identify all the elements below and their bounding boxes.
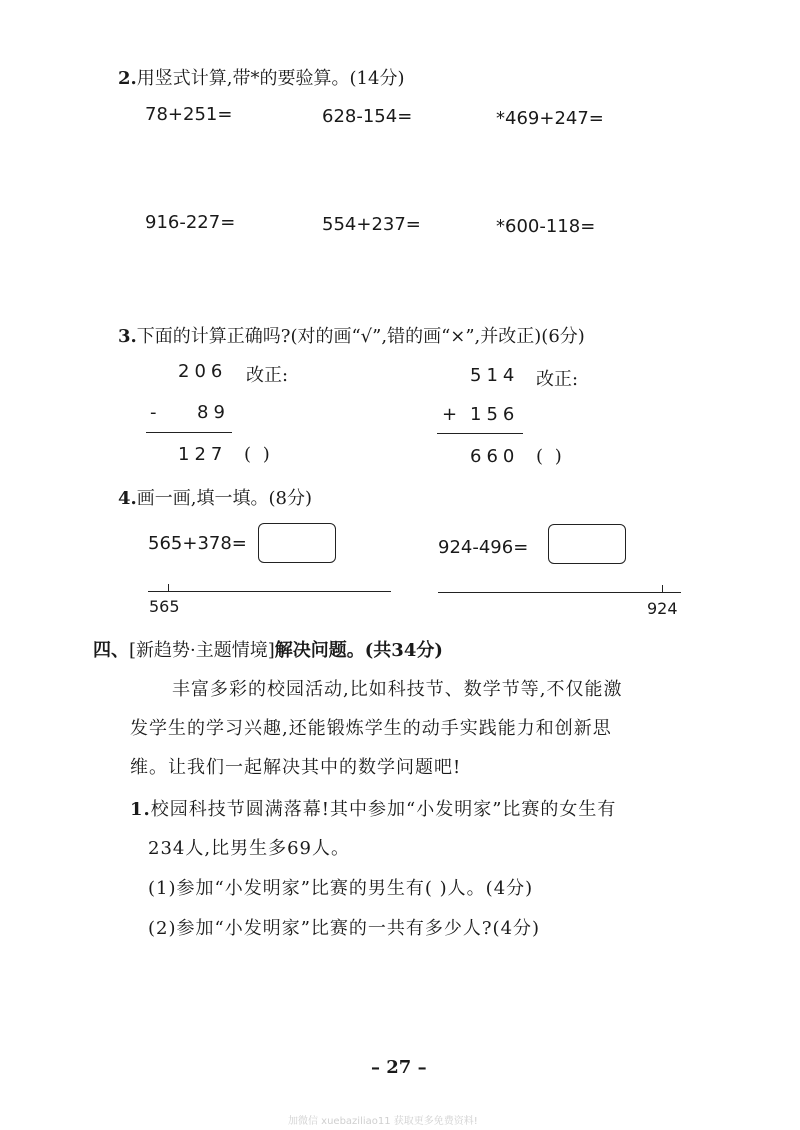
q2-expr-1: 78+251= (145, 104, 233, 125)
section4-heading-tag: [新趋势·主题情境] (129, 640, 275, 661)
q3-left-top: 206 (178, 361, 228, 382)
q2-title-text: 用竖式计算,带*的要验算。(14分) (136, 68, 405, 89)
q3-left-operator: - (150, 402, 162, 423)
q3-number: 3. (118, 326, 137, 347)
section4-heading-prefix: 四、 (93, 640, 129, 661)
s4-q1-text: 校园科技节圆满落幕!其中参加“小发明家”比赛的女生有 (150, 799, 617, 820)
q4-left-tick (168, 584, 169, 592)
q2-expr-3: *469+247= (496, 108, 604, 129)
q2-number: 2. (118, 68, 137, 89)
q4-left-answer-box[interactable] (258, 523, 336, 563)
q3-right-top: 514 (470, 365, 520, 386)
section4-heading-title: 解决问题。(共34分) (274, 640, 443, 661)
q3-right-result: 660 (470, 446, 520, 467)
s4-q1-number: 1. (130, 799, 151, 820)
q4-right-expr: 924-496= (438, 537, 529, 558)
q4-number: 4. (118, 488, 137, 509)
q2-expr-4: 916-227= (145, 212, 236, 233)
q4-right-answer-box[interactable] (548, 524, 626, 564)
q3-title (118, 322, 585, 348)
q3-left-rule (146, 432, 232, 433)
q4-right-axis-label: 924 (647, 599, 678, 618)
section4-heading (93, 636, 443, 662)
section4-intro-line-1: 丰富多彩的校园活动,比如科技节、数学节等,不仅能激 (172, 679, 623, 700)
q3-title-text: 下面的计算正确吗?(对的画“√”,错的画“×”,并改正)(6分) (136, 326, 585, 347)
footer-watermark: 加微信 xuebaziliao11 获取更多免费资料! (288, 1116, 478, 1127)
q4-left-number-line (148, 591, 391, 592)
q3-left-answer-paren[interactable]: ( ) (244, 444, 273, 465)
q4-title (118, 484, 312, 510)
s4-q1-sub-1: (1)参加“小发明家”比赛的男生有( )人。(4分) (148, 878, 534, 899)
page-number: – 27 – (371, 1057, 427, 1078)
section4-intro-line-3: 维。让我们一起解决其中的数学问题吧! (130, 757, 462, 778)
q2-title (118, 64, 404, 90)
q3-left-second: 89 (197, 402, 230, 423)
q2-expr-2: 628-154= (322, 106, 413, 127)
q4-right-number-line (438, 592, 681, 593)
q3-right-answer-paren[interactable]: ( ) (536, 446, 565, 467)
s4-q1-line-2: 234人,比男生多69人。 (148, 838, 350, 859)
q4-title-text: 画一画,填一填。(8分) (136, 488, 313, 509)
q2-expr-5: 554+237= (322, 214, 421, 235)
q4-right-tick (662, 585, 663, 593)
q3-left-fix-label: 改正: (246, 365, 289, 386)
s4-q1-sub-2: (2)参加“小发明家”比赛的一共有多少人?(4分) (148, 918, 541, 939)
q3-right-operator: + (442, 404, 463, 425)
q2-expr-6: *600-118= (496, 216, 596, 237)
section4-intro-line-2: 发学生的学习兴趣,还能锻炼学生的动手实践能力和创新思 (130, 718, 612, 739)
q3-left-result: 127 (178, 444, 228, 465)
q3-right-fix-label: 改正: (536, 369, 579, 390)
q4-left-axis-label: 565 (149, 597, 180, 616)
s4-q1-line-1 (130, 792, 616, 828)
q3-right-rule (437, 433, 523, 434)
q3-right-second: 156 (470, 404, 520, 425)
q4-left-expr: 565+378= (148, 533, 247, 554)
